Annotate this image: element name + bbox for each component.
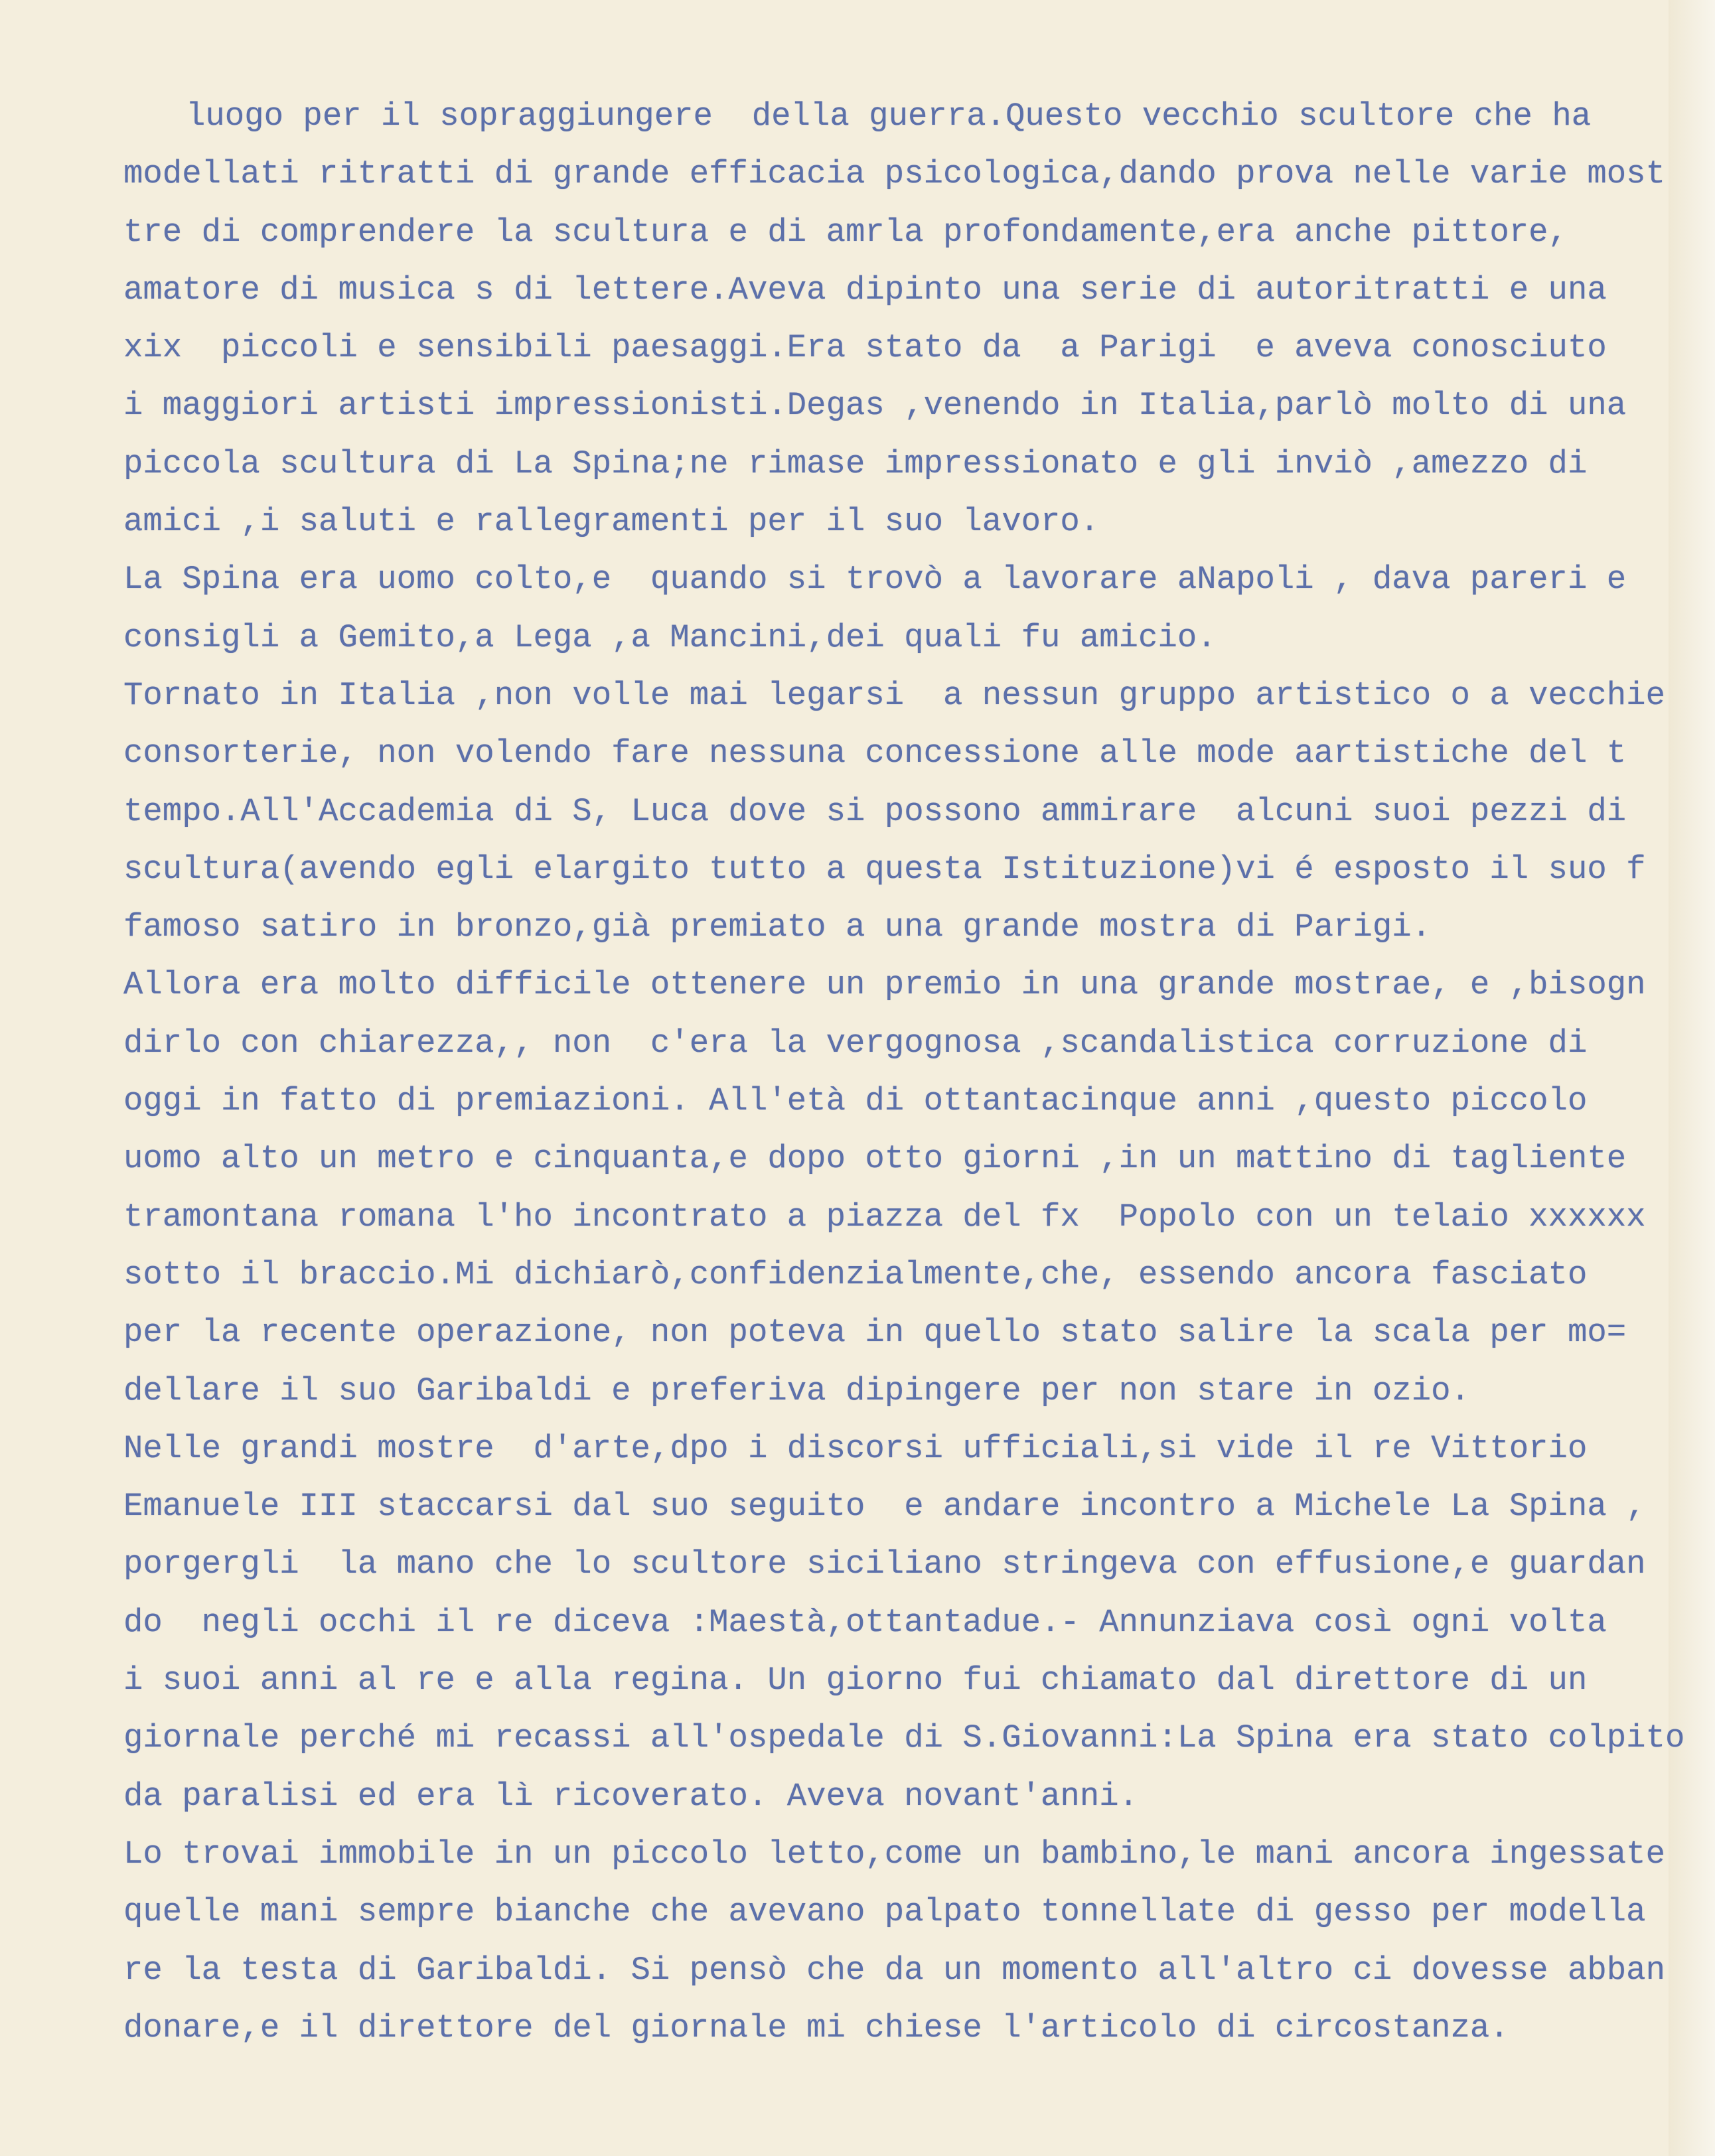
- text-line: piccola scultura di La Spina;ne rimase impressionato e gli inviò ,amezzo di: [123, 445, 1588, 482]
- text-line: amici ,i saluti e rallegramenti per il suo lavoro.: [123, 503, 1100, 541]
- text-line: famoso satiro in bronzo,già premiato a una grande mostra di Parigi.: [123, 908, 1432, 946]
- text-line: dellare il suo Garibaldi e preferiva dipingere per non stare in ozio.: [123, 1372, 1470, 1409]
- text-line: consorterie, non volendo fare nessuna concessione alle mode aartistiche del t: [123, 735, 1627, 772]
- text-line: amatore di musica s di lettere.Aveva dipinto una serie di autoritratti e una: [123, 271, 1607, 309]
- text-line: porgergli la mano che lo scultore siciliano stringeva con effusione,e guardan: [123, 1545, 1646, 1583]
- text-line: Allora era molto difficile ottenere un premio in una grande mostrae, e ,bisogn: [123, 966, 1646, 1004]
- text-line: xix piccoli e sensibili paesaggi.Era stato da a Parigi e aveva conosciuto: [123, 329, 1607, 367]
- text-line: scultura(avendo egli elargito tutto a questa Istituzione)vi é esposto il suo f: [123, 850, 1646, 888]
- text-line: modellati ritratti di grande efficacia psicologica,dando prova nelle varie most: [123, 155, 1665, 193]
- text-line: giornale perché mi recassi all'ospedale di S.Giovanni:La Spina era stato colpito: [123, 1719, 1685, 1757]
- text-line: tramontana romana l'ho incontrato a piazza del fx Popolo con un telaio xxxxxx: [123, 1198, 1646, 1236]
- text-line: dirlo con chiarezza,, non c'era la vergognosa ,scandalistica corruzione di: [123, 1024, 1588, 1062]
- text-line: consigli a Gemito,a Lega ,a Mancini,dei quali fu amicio.: [123, 618, 1217, 656]
- text-line: luogo per il sopraggiungere della guerra.Questo vecchio scultore che ha: [186, 98, 1592, 135]
- text-line: i maggiori artisti impressionisti.Degas ,venendo in Italia,parlò molto di una: [123, 387, 1627, 425]
- text-line: quelle mani sempre bianche che avevano palpato tonnellate di gesso per modella: [123, 1893, 1646, 1931]
- text-line: Lo trovai immobile in un piccolo letto,come un bambino,le mani ancora ingessate: [123, 1835, 1665, 1873]
- text-line: re la testa di Garibaldi. Si pensò che da un momento all'altro ci dovesse abban: [123, 1951, 1665, 1989]
- text-line: La Spina era uomo colto,e quando si trovò a lavorare aNapoli , dava pareri e: [123, 561, 1627, 599]
- text-line: sotto il braccio.Mi dichiarò,confidenzialmente,che, essendo ancora fasciato: [123, 1256, 1588, 1293]
- text-line: per la recente operazione, non poteva in quello stato salire la scala per mo=: [123, 1314, 1627, 1352]
- text-line: i suoi anni al re e alla regina. Un giorno fui chiamato dal direttore di un: [123, 1662, 1588, 1699]
- text-line: Emanuele III staccarsi dal suo seguito e andare incontro a Michele La Spina ,: [123, 1488, 1646, 1526]
- text-line: oggi in fatto di premiazioni. All'età di ottantacinque anni ,questo piccolo: [123, 1082, 1588, 1120]
- text-line: uomo alto un metro e cinquanta,e dopo otto giorni ,in un mattino di tagliente: [123, 1140, 1627, 1178]
- text-line: tre di comprendere la scultura e di amrla profondamente,era anche pittore,: [123, 213, 1568, 251]
- text-line: Tornato in Italia ,non volle mai legarsi a nessun gruppo artistico o a vecchie: [123, 676, 1665, 714]
- typewritten-page: [123, 88, 1715, 2057]
- text-line: Nelle grandi mostre d'arte,dpo i discorsi ufficiali,si vide il re Vittorio: [123, 1429, 1588, 1467]
- text-line: tempo.All'Accademia di S, Luca dove si possono ammirare alcuni suoi pezzi di: [123, 792, 1627, 830]
- text-line: do negli occhi il re diceva :Maestà,ottantadue.- Annunziava così ogni volta: [123, 1603, 1607, 1641]
- text-line: donare,e il direttore del giornale mi chiese l'articolo di circostanza.: [123, 2009, 1509, 2047]
- text-line: da paralisi ed era lì ricoverato. Aveva novant'anni.: [123, 1777, 1139, 1815]
